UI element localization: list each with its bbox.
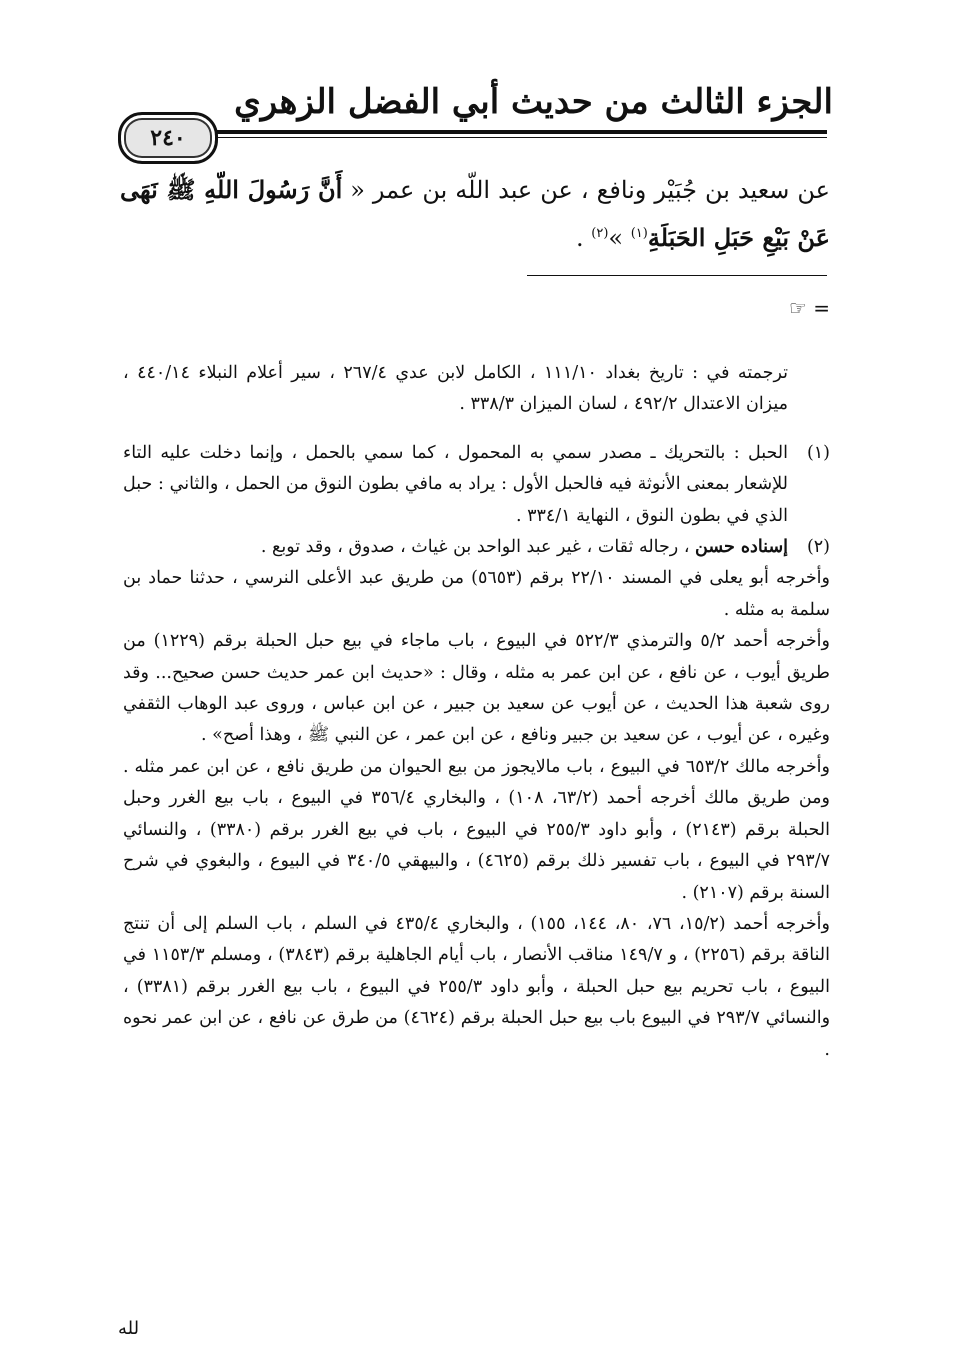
- header-rule: [205, 130, 827, 134]
- closing-quote: »: [608, 224, 624, 252]
- hadith-end: .: [575, 224, 592, 252]
- hadith-chain: عن سعيد بن جُبَيْر ونافع ، عن عبد اللّه بن عمر «: [350, 176, 831, 204]
- footnote-number: (٢): [806, 537, 830, 558]
- isnad-verdict: إسناده حسن: [695, 537, 788, 558]
- footnote-number: (١): [806, 442, 830, 463]
- takhrij-paragraph: وأخرجه أبو يعلى في المسند ٢٢/١٠ برقم (٥٦٥٣) من طريق عبد الأعلى النرسي ، حدثنا حماد بن سلمة به مثله .: [123, 568, 830, 620]
- footnotes: [123, 340, 830, 1066]
- isnad-remark: ، رجاله ثقات ، غير عبد الواحد بن غياث ، صدوق ، وقد توبع .: [260, 537, 696, 558]
- footnote-ref-1[interactable]: (١): [630, 226, 648, 241]
- footnote-1: [123, 438, 830, 532]
- takhrij-paragraph: وأخرجه أحمد (١٥/٢، ٧٦، ٨٠، ١٤٤، ١٥٥) ، والبخاري ٤٣٥/٤ في السلم ، باب السلم إلى أن تنتج الناقة برقم (٢٢٥٦) ، و ١٤٩/٧ مناقب الأنصار ، باب أيام الجاهلية برقم (٣٨٤٣) ، ومسلم ١١٥٣/٣ في البيوع ، باب تحريم بيع حبل الحبلة ، وأبو داود ٢٥٥/٣ في البيوع ، باب بيع الغرر برقم (٣٣٨١) ، والنسائي ٢٩٣/٧ في البيوع باب بيع حبل الحبلة برقم (٤٦٢٤) من طرق عن نافع ، عن ابن عمر نحوه .: [123, 913, 831, 1060]
- footnote-ref-2[interactable]: (٢): [591, 226, 609, 241]
- continuation-mark: = ☞: [788, 296, 830, 320]
- preface-note: [123, 358, 788, 421]
- preface-line-1: ترجمته في : تاريخ بغداد ١١١/١٠ ، الكامل لابن عدي ٢٦٧/٤ ، سير: [291, 362, 789, 383]
- header-rule-thin: [205, 137, 827, 138]
- footnote-2: [123, 532, 830, 1066]
- hadith-text: [120, 168, 830, 260]
- page-number-badge: ٢٤٠: [118, 112, 218, 164]
- preface-line-2: أعلام النبلاء ٤٤٠/١٤ ، ميزان الاعتدال ٤٩٢/٢ ، لسان الميزان ٣٣٨/٣ .: [123, 362, 788, 414]
- footnote-first-line: [123, 532, 788, 563]
- running-header-title: الجزء الثالث من حديث أبي الفضل الزهري: [234, 82, 833, 122]
- hadith-matn: أَنَّ رَسُولَ اللّهِ ﷺ نَهَى عَنْ بَيْعِ حَبَلِ الحَبَلَةِ: [120, 175, 830, 252]
- takhrij-paragraph: وأخرجه أحمد ٥/٢ والترمذي ٥٢٢/٣ في البيوع ، باب ماجاء في بيع حبل الحبلة برقم (١٢٢٩) من طريق أيوب ، عن نافع ، عن ابن عمر به مثله ، وقال : «حديث ابن عمر حديث حسن صحيح... وقد روى شعبة هذا الحديث ، عن أيوب عن سعيد بن جبير ، عن ابن عباس ، وروى عبد الوهاب الثقفي وغيره ، عن أيوب ، عن سعيد بن جبير ونافع ، عن ابن عمر ، عن النبي ﷺ ، وهذا أصح» .: [123, 631, 830, 746]
- footnote-separator: [527, 275, 827, 276]
- takhrij-paragraph: وأخرجه مالك ٦٥٣/٢ في البيوع ، باب مالايجوز من بيع الحيوان من طريق نافع ، عن ابن عمر مثله . ومن طريق مالك أخرجه أحمد (٦٣/٢، ١٠٨) ، والبخاري ٣٥٦/٤ في البيوع ، باب بيع الغرر وحبل الحبلة برقم (٢١٤٣) ، وأبو داود ٢٥٥/٣ في البيوع ، باب في بيع الغرر برقم (٣٣٨٠) ، والنسائي ٢٩٣/٧ في البيوع ، باب تفسير ذلك برقم (٤٦٢٥) ، والبيهقي ٣٤٠/٥ في البيوع ، والبغوي في شرح السنة برقم (٢١٠٧) .: [123, 756, 830, 903]
- footer-mark: لله: [118, 1318, 140, 1339]
- footnote-text: الحبل : بالتحريك ـ مصدر سمي به المحمول ، كما سمي بالحمل ، وإنما دخلت عليه التاء للإشعار بمعنى الأنوثة فيه فالحبل الأول : يراد به مافي بطون النوق من الحمل ، والثاني : حبل الذي في بطون النوق ، النهاية ٣٣٤/١ .: [123, 442, 788, 526]
